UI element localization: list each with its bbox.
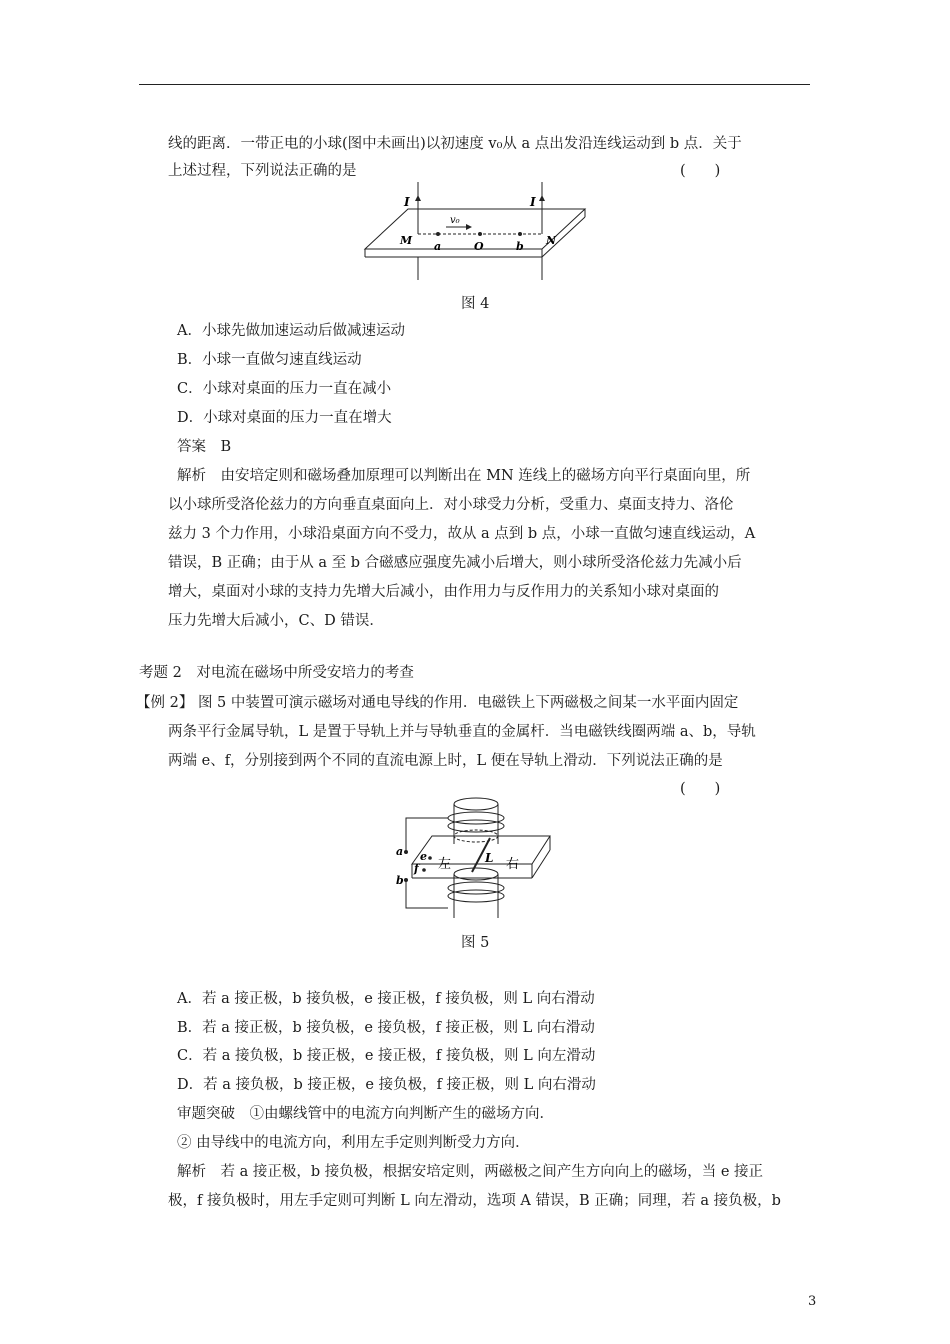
analysis-line: 解析 若 a 接正极，b 接负极，根据安培定则，两磁极之间产生方向向上的磁场，当 e 接正 — [177, 1164, 764, 1180]
label-i-left: I — [404, 195, 410, 209]
option-b: B．若 a 接正极，b 接负极，e 接负极，f 接正极，则 L 向右滑动 — [177, 1020, 595, 1036]
analysis-line: 以小球所受洛伦兹力的方向垂直桌面向上．对小球受力分析，受重力、桌面支持力、洛伦 — [168, 497, 734, 513]
label-b: b — [396, 874, 404, 887]
label-v0: v₀ — [450, 215, 460, 226]
coil-wire — [406, 880, 448, 908]
label-o: O — [474, 240, 484, 253]
terminal-a — [404, 850, 408, 854]
point-o — [478, 232, 482, 236]
option-a: A．小球先做加速运动后做减速运动 — [177, 323, 405, 339]
example-line: 两条平行金属导轨，L 是置于导轨上并与导轨垂直的金属杆．当电磁铁线圈两端 a、b，导轨 — [168, 724, 756, 740]
option-b: B．小球一直做匀速直线运动 — [177, 352, 362, 368]
option-d: D．小球对桌面的压力一直在增大 — [177, 410, 392, 426]
figure-5-diagram — [392, 796, 562, 921]
label-right: 右 — [506, 857, 520, 872]
analysis-line: 增大，桌面对小球的支持力先增大后减小，由作用力与反作用力的关系知小球对桌面的 — [168, 584, 719, 600]
option-a: A．若 a 接正极，b 接负极，e 接正极，f 接负极，则 L 向右滑动 — [177, 991, 595, 1007]
answer-bracket: ( ) — [680, 163, 721, 179]
option-c: C．若 a 接负极，b 接正极，e 接正极，f 接负极，则 L 向左滑动 — [177, 1048, 596, 1064]
page-number: 3 — [808, 1294, 817, 1309]
analysis-line: 兹力 3 个力作用，小球沿桌面方向不受力，故从 a 点到 b 点，小球一直做匀速直线运动，A — [168, 526, 756, 542]
option-c: C．小球对桌面的压力一直在减小 — [177, 381, 392, 397]
hint-line: ② 由导线中的电流方向，利用左手定则判断受力方向． — [177, 1135, 530, 1151]
analysis-line: 解析 由安培定则和磁场叠加原理可以判断出在 MN 连线上的磁场方向平行桌面向里，所 — [177, 468, 751, 484]
analysis-line: 错误，B 正确；由于从 a 至 b 合磁感应强度先减小后增大，则小球所受洛伦兹力先减小后 — [168, 555, 742, 571]
coil-wire — [406, 818, 448, 852]
figure-4-diagram — [360, 182, 590, 282]
header-rule — [139, 84, 810, 85]
analysis-line: 极，f 接负极时，用左手定则可判断 L 向左滑动，选项 A 错误，B 正确；同理，若 a 接负极，b — [168, 1193, 781, 1209]
terminal-f — [422, 868, 426, 872]
label-a: a — [396, 845, 404, 858]
text-line: 线的距离．一带正电的小球(图中未画出)以初速度 v₀从 a 点出发沿连线运动到 b 点．关于 — [168, 136, 742, 152]
lower-coil-winding — [448, 890, 504, 902]
figure-4-caption: 图 4 — [461, 296, 490, 312]
text-line: 上述过程，下列说法正确的是 — [168, 163, 357, 179]
hint-line: 审题突破 ①由螺线管中的电流方向判断产生的磁场方向． — [177, 1106, 554, 1122]
velocity-arrowhead-icon — [466, 224, 472, 230]
label-e: e — [420, 850, 427, 863]
section-heading: 考题 2 对电流在磁场中所受安培力的考查 — [139, 665, 414, 681]
label-n: N — [546, 234, 557, 247]
point-b — [518, 232, 522, 236]
rail-edge — [532, 850, 550, 878]
rail-plane — [412, 836, 550, 864]
label-b: b — [516, 240, 524, 253]
label-rod: L — [485, 851, 494, 865]
label-m: M — [400, 234, 413, 247]
current-arrow-icon — [415, 195, 421, 201]
label-left: 左 — [438, 857, 452, 872]
figure-5-caption: 图 5 — [461, 935, 490, 951]
label-i-right: I — [530, 195, 536, 209]
upper-coil-top — [454, 798, 498, 810]
analysis-line: 压力先增大后减小，C、D 错误． — [168, 613, 384, 629]
terminal-b — [404, 878, 408, 882]
current-arrow-icon — [539, 195, 545, 201]
label-a: a — [434, 240, 442, 253]
answer-line: 答案 B — [177, 439, 232, 455]
example-line: 两端 e、f，分别接到两个不同的直流电源上时，L 便在导轨上滑动．下列说法正确的是 — [168, 753, 723, 769]
example-line: 【例 2】 图 5 中装置可演示磁场对通电导线的作用．电磁铁上下两磁极之间某一水平面内固定 — [136, 695, 739, 711]
option-d: D．若 a 接负极，b 接正极，e 接负极，f 接正极，则 L 向右滑动 — [177, 1077, 596, 1093]
answer-bracket: ( ) — [680, 781, 721, 797]
point-a — [436, 232, 440, 236]
label-f: f — [414, 862, 419, 875]
terminal-e — [428, 856, 432, 860]
